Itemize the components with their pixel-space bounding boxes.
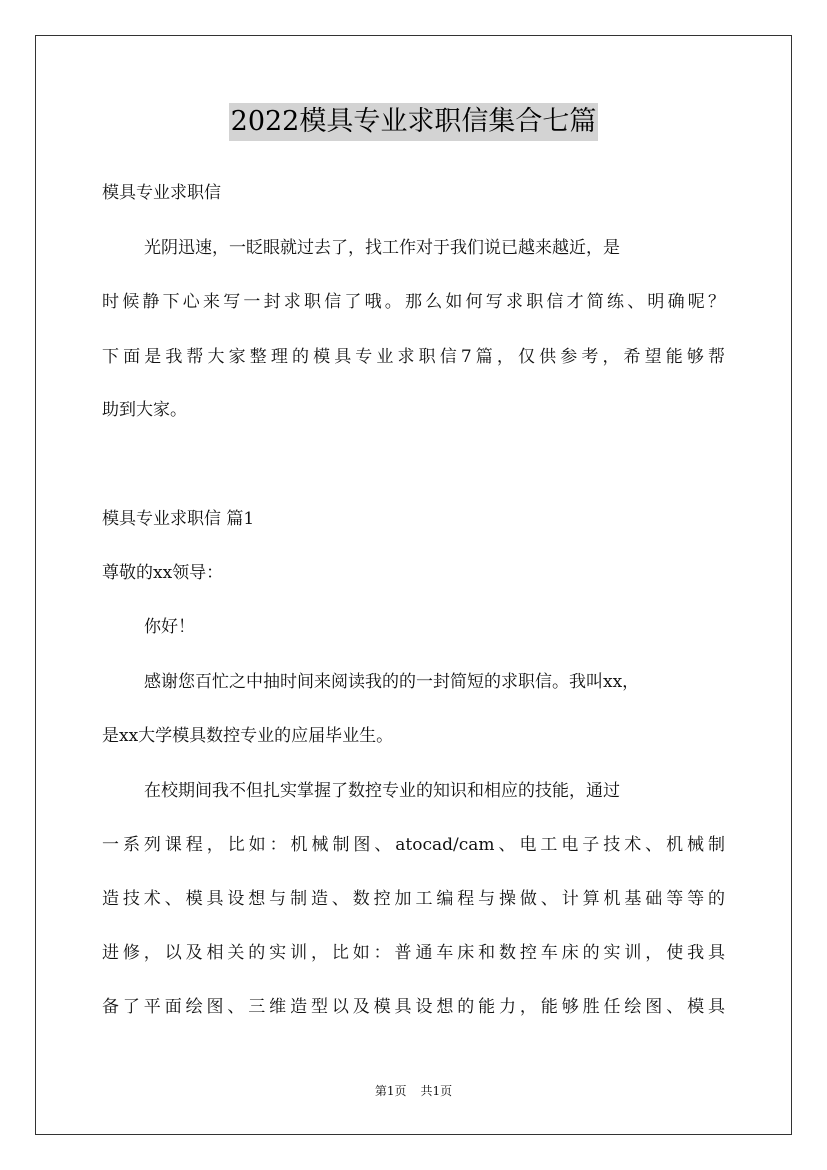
paragraph-line: 备了平面绘图、三维造型以及模具设想的能力，能够胜任绘图、模具 xyxy=(102,997,725,1017)
paragraph-line: 一系列课程，比如：机械制图、atocad/cam、电工电子技术、机械制 xyxy=(102,835,725,855)
page-footer xyxy=(0,1083,827,1099)
paragraph-line: 感谢您百忙之中抽时间来阅读我的的一封简短的求职信。我叫xx， xyxy=(144,672,640,692)
page-number-total: 共1页 xyxy=(420,1084,453,1098)
salutation: 尊敬的xx领导： xyxy=(102,563,224,583)
page-number-current: 第1页 xyxy=(374,1084,407,1098)
paragraph-line: 助到大家。 xyxy=(102,400,187,420)
paragraph-line: 在校期间我不但扎实掌握了数控专业的知识和相应的技能，通过 xyxy=(144,781,620,801)
paragraph-line: 造技术、模具设想与制造、数控加工编程与操做、计算机基础等等的 xyxy=(102,889,725,909)
paragraph-line: 下面是我帮大家整理的模具专业求职信7篇，仅供参考，希望能够帮 xyxy=(102,347,725,367)
paragraph-line: 时候静下心来写一封求职信了哦。那么如何写求职信才简练、明确呢？ xyxy=(102,292,725,312)
section-heading: 模具专业求职信 xyxy=(102,183,221,203)
title-container xyxy=(0,103,827,141)
section-heading: 模具专业求职信 篇1 xyxy=(102,509,255,529)
greeting: 你好！ xyxy=(144,617,195,637)
paragraph-line: 是xx大学模具数控专业的应届毕业生。 xyxy=(102,726,394,746)
document-title: 2022模具专业求职信集合七篇 xyxy=(229,103,599,141)
paragraph-line: 进修，以及相关的实训，比如：普通车床和数控车床的实训，使我具 xyxy=(102,943,725,963)
paragraph-line: 光阴迅速，一眨眼就过去了，找工作对于我们说已越来越近，是 xyxy=(144,238,620,258)
